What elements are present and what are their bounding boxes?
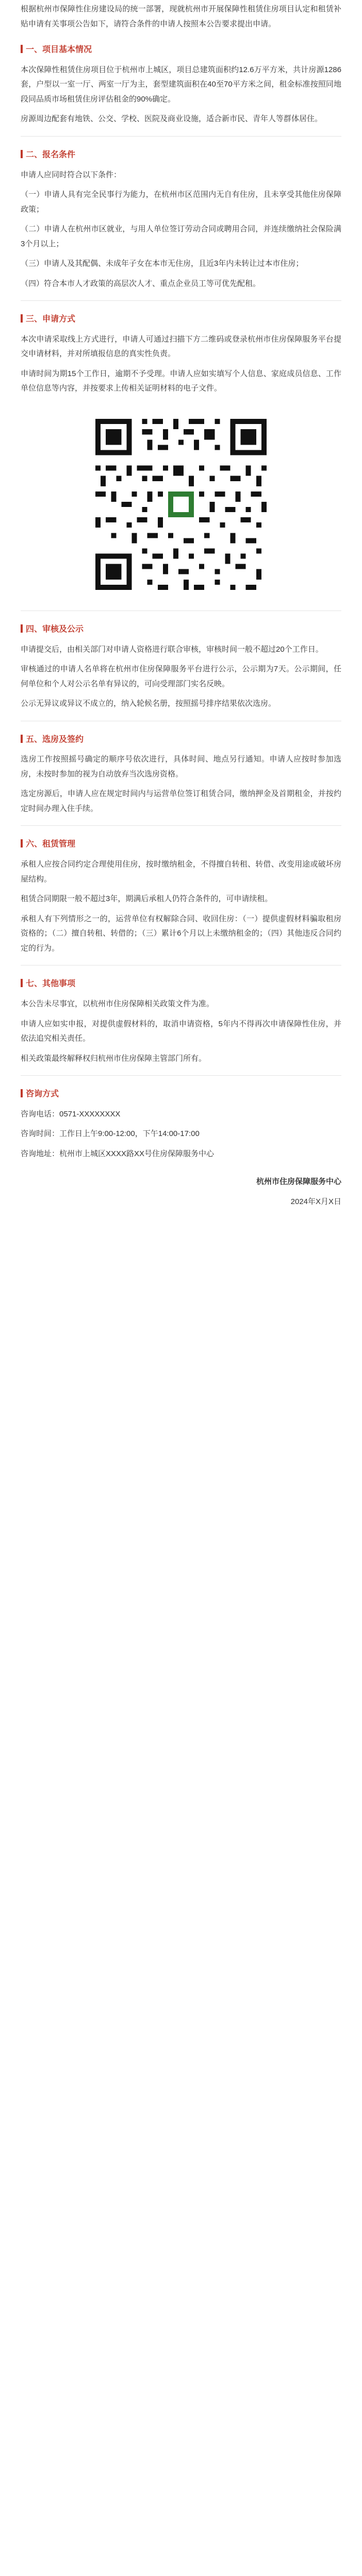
section-paragraph: 房源周边配套有地铁、公交、学校、医院及商业设施，适合新市民、青年人等群体居住。 [21,114,323,124]
section-title: 一、项目基本情况 [21,43,341,58]
section-3 [21,312,341,396]
qr-code-container [21,409,341,600]
section-1 [21,43,341,127]
section-paragraph: 选房工作按照摇号确定的顺序号依次进行，具体时间、地点另行通知。申请人应按时参加选房，未按时参加的视为自动放弃当次选房资格。 [21,755,341,778]
section-paragraph: 租赁合同期限一般不超过3年，期满后承租人仍符合条件的，可申请续租。 [21,894,273,904]
section-paragraph: 申请时间为期15个工作日，逾期不予受理。申请人应如实填写个人信息、家庭成员信息、工作单位信息等内容，并按要求上传相关证明材料的电子文件。 [21,369,341,393]
section-paragraph: 承租人应按合同约定合理使用住房，按时缴纳租金，不得擅自转租、转借、改变用途或破坏房屋结构。 [21,860,341,884]
section-paragraph: 申请提交后，由相关部门对申请人资格进行联合审核，审核时间一般不超过20个工作日。 [21,645,323,654]
divider [21,136,341,137]
section-title: 二、报名条件 [21,148,341,163]
section-paragraph: 承租人有下列情形之一的，运营单位有权解除合同、收回住房：（一）提供虚假材料骗取租房资格的；（二）擅自转租、转借的；（三）累计6个月以上未缴纳租金的；（四）其他违反合同约定的行为。 [21,914,341,953]
section-paragraph: （二）申请人在杭州市区就业，与用人单位签订劳动合同或聘用合同，并连续缴纳社会保险满3个月以上； [21,225,341,248]
section-4 [21,622,341,711]
qr-code-icon[interactable] [85,409,277,600]
section-paragraph: （四）符合本市人才政策的高层次人才、重点企业员工等可优先配租。 [21,279,261,288]
divider [21,825,341,826]
section-2 [21,148,341,291]
section-title: 七、其他事项 [21,977,341,992]
section-paragraph: 选定房源后，申请人应在规定时间内与运营单位签订租赁合同，缴纳押金及首期租金，并按约定时间办理入住手续。 [21,789,341,813]
contact-title: 咨询方式 [21,1087,341,1102]
section-title: 五、选房及签约 [21,733,341,748]
divider [21,1075,341,1076]
section-paragraph: 审核通过的申请人名单将在杭州市住房保障服务平台进行公示，公示期为7天。公示期间，任何单位和个人对公示名单有异议的，可向受理部门实名反映。 [21,665,341,688]
contact-line: 咨询地址：杭州市上城区XXXX路XX号住房保障服务中心 [21,1149,215,1158]
contact-section [21,1087,341,1161]
contact-line: 咨询时间：工作日上午9:00-12:00，下午14:00-17:00 [21,1129,200,1139]
section-paragraph: 相关政策最终解释权归杭州市住房保障主管部门所有。 [21,1054,207,1063]
signature-block [21,1175,341,1209]
section-6 [21,837,341,956]
section-paragraph: 公示无异议或异议不成立的，纳入轮候名册，按照摇号排序结果依次选房。 [21,699,276,708]
section-7 [21,977,341,1066]
section-title: 六、租赁管理 [21,837,341,852]
section-paragraph: 本次保障性租赁住房项目位于杭州市上城区，项目总建筑面积约12.6万平方米，共计房源1286套，户型以一室一厅、两室一厅为主，套型建筑面积在40至70平方米之间，租金标准按照同地段同品质市场租赁住房评估租金的90%确定。 [21,65,341,104]
section-paragraph: 申请人应同时符合以下条件： [21,170,122,179]
contact-line: 咨询电话：0571-XXXXXXXX [21,1109,121,1118]
section-paragraph: （一）申请人具有完全民事行为能力，在杭州市区范围内无自有住房，且未享受其他住房保障政策； [21,190,341,214]
section-paragraph: （三）申请人及其配偶、未成年子女在本市无住房，且近3年内未转让过本市住房； [21,259,304,268]
signature-date: 2024年X月X日 [290,1197,341,1206]
section-title: 三、申请方式 [21,312,341,327]
section-paragraph: 本次申请采取线上方式进行，申请人可通过扫描下方二维码或登录杭州市住房保障服务平台提交申请材料，并对所填报信息的真实性负责。 [21,334,341,359]
divider [21,300,341,301]
section-title: 四、审核及公示 [21,622,341,637]
section-paragraph: 申请人应如实申报，对提供虚假材料的，取消申请资格，5年内不得再次申请保障性住房，并依法追究相关责任。 [21,1019,341,1043]
signature-org: 杭州市住房保障服务中心 [256,1177,341,1187]
intro-paragraph: 根据杭州市保障性住房建设局的统一部署，现就杭州市开展保障性租赁住房项目认定和租赁补贴申请有关事项公告如下，请符合条件的申请人按照本公告要求提出申请。 [21,5,341,28]
section-paragraph: 本公告未尽事宜，以杭州市住房保障相关政策文件为准。 [21,999,215,1009]
section-5 [21,733,341,817]
